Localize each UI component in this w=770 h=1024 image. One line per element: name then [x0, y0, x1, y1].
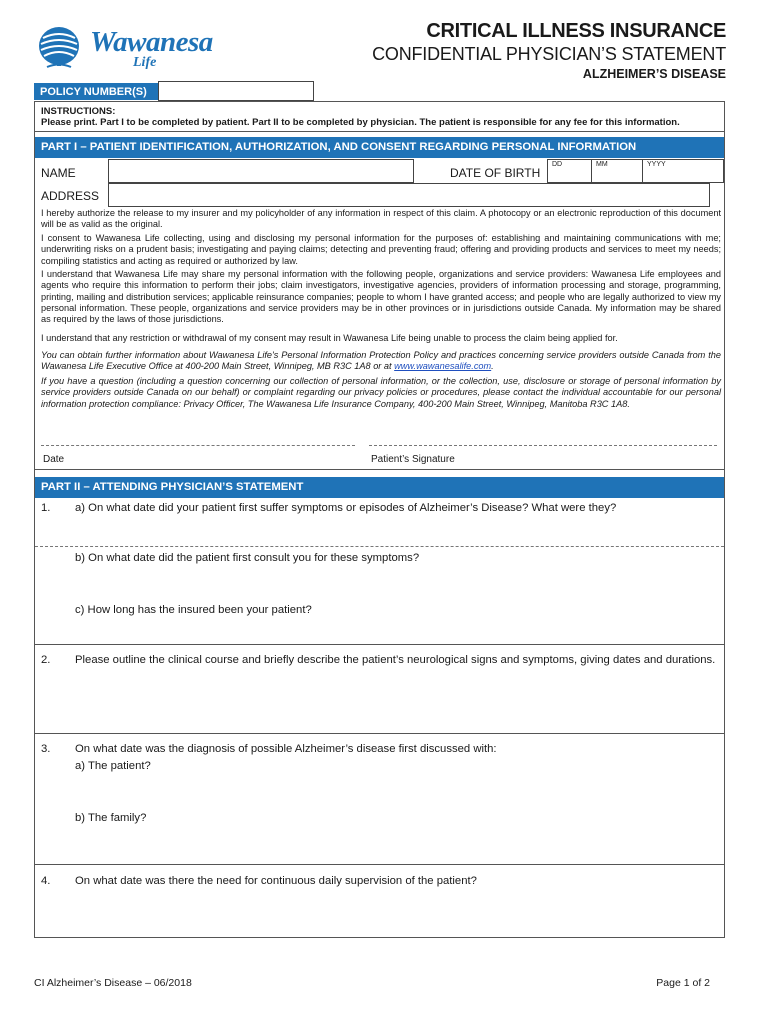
q3b-text: b) The family?: [75, 812, 147, 824]
part1-header: PART I – PATIENT IDENTIFICATION, AUTHORIZATION, AND CONSENT REGARDING PERSONAL INFORMATION: [35, 137, 724, 158]
consent-paragraph-1: I hereby authorize the release to my insurer and my policyholder of any information in respect of this claim. A photocopy or an electronic reproduction of this document will be as valid as the original.: [41, 208, 721, 230]
signature-label: Patient’s Signature: [371, 454, 455, 465]
q1-divider: [35, 644, 724, 645]
form-subtitle: CONFIDENTIAL PHYSICIAN’S STATEMENT: [372, 44, 726, 64]
patient-signature-line[interactable]: [369, 445, 717, 446]
q2-number: 2.: [41, 654, 51, 666]
privacy-info-text: You can obtain further information about Wawanesa Life's Personal Information Protection Policy and practices concerning service providers outside Canada from the Wawanesa Life Executive Office at 400-200 Main Street, Winnipeg, MB R3C 1A8 or at: [41, 350, 721, 372]
q1b-text: b) On what date did the patient first consult you for these symptoms?: [75, 552, 420, 564]
consent-paragraph-2: I consent to Wawanesa Life collecting, using and disclosing my personal information for the purposes of: establishing and maintaining communications with me; underwriting risks on a prudent basis; investigating and paying claims; detecting and preventing fraud; offering and providing products and services to meet my needs; compiling statistics and acting as required or authorized by law.: [41, 233, 721, 266]
date-label: Date: [43, 454, 65, 465]
website-link[interactable]: www.wawanesalife.com: [394, 361, 492, 372]
form-container: [34, 101, 725, 938]
form-title: CRITICAL ILLNESS INSURANCE: [426, 20, 726, 42]
name-field[interactable]: [108, 159, 414, 183]
brand-name: Wawanesa: [90, 26, 213, 58]
q3-text: On what date was the diagnosis of possible Alzheimer’s disease first discussed with:: [75, 743, 497, 755]
wawanesa-logo: [37, 24, 212, 72]
date-signature-line[interactable]: [41, 445, 355, 446]
instructions-text: Please print. Part I to be completed by patient. Part II to be completed by physician. The patient is responsible for any fee for this information.: [41, 117, 680, 128]
address-field[interactable]: [108, 183, 710, 207]
dd-label: DD: [552, 161, 563, 168]
dob-month-field[interactable]: [591, 159, 643, 183]
q4-number: 4.: [41, 875, 51, 887]
disease-title: ALZHEIMER’S DISEASE: [582, 67, 726, 81]
policy-number-field[interactable]: [158, 81, 314, 101]
q3-divider: [35, 864, 724, 865]
instructions: [35, 102, 724, 132]
dob-year-field[interactable]: [642, 159, 724, 183]
part2-header: PART II – ATTENDING PHYSICIAN’S STATEMENT: [35, 477, 724, 498]
mm-label: MM: [596, 161, 608, 168]
q4-text: On what date was there the need for continuous daily supervision of the patient?: [75, 875, 477, 887]
q1a-text: a) On what date did your patient first suffer symptoms or episodes of Alzheimer’s Disease? What were they?: [75, 502, 617, 514]
consent-paragraph-4: I understand that any restriction or withdrawal of my consent may result in Wawanesa Life being unable to process the claim being applied for.: [41, 333, 618, 343]
form-id: CI Alzheimer’s Disease – 06/2018: [34, 977, 192, 989]
q2-divider: [35, 733, 724, 734]
policy-number-label: POLICY NUMBER(S): [34, 83, 158, 100]
dob-day-field[interactable]: [547, 159, 592, 183]
q1a-divider: [35, 546, 724, 547]
privacy-contact-paragraph: If you have a question (including a question concerning our collection of personal information, or the collection, use, disclosure or storage of personal information by service providers outside Canada on our behalf) or complaint regarding our privacy policies or procedures, please contact the individual accountable for our personal information protection compliance: Privacy Officer, The Wawanesa Life Insurance Company, 400-200 Main Street, Winnipeg, Manitoba R3C 1A8.: [41, 376, 721, 409]
page-number: Page 1 of 2: [656, 977, 710, 989]
address-label: ADDRESS: [41, 189, 100, 203]
tree-icon: [37, 26, 87, 70]
q2-text: Please outline the clinical course and briefly describe the patient’s neurological signs and symptoms, giving dates and durations.: [75, 654, 716, 666]
brand-sub: Life: [133, 55, 157, 70]
q1c-text: c) How long has the insured been your patient?: [75, 604, 312, 616]
q1-number: 1.: [41, 502, 51, 514]
consent-paragraph-3: I understand that Wawanesa Life may share my personal information with the following people, organizations and service providers: Wawanesa Life employees and agents who require this information to perform their jobs; claim investigators, investigative agencies, providers of information processing and storage, programming, printing, mailing and distribution services; applicable reinsurance companies; people to whom I have granted access; and people who are legally authorized to view my personal information. These people, organizations and service providers may be in other provinces or in jurisdictions outside Canada. My information may be shared as required by the laws of those jurisdictions.: [41, 269, 721, 325]
name-label: NAME: [41, 166, 76, 180]
q3-number: 3.: [41, 743, 51, 755]
dob-label: DATE OF BIRTH: [450, 166, 541, 180]
instructions-title: INSTRUCTIONS:: [41, 106, 116, 117]
yyyy-label: YYYY: [647, 161, 666, 168]
part1-divider: [35, 469, 724, 470]
q3a-text: a) The patient?: [75, 760, 151, 772]
privacy-info-paragraph: You can obtain further information about Wawanesa Life's Personal Information Protection Policy and practices concerning service providers outside Canada from the Wawanesa Life Executive Office at 400-200 Main Street, Winnipeg, MB R3C 1A8 or at www.wawanesalife.com.: [41, 350, 721, 372]
